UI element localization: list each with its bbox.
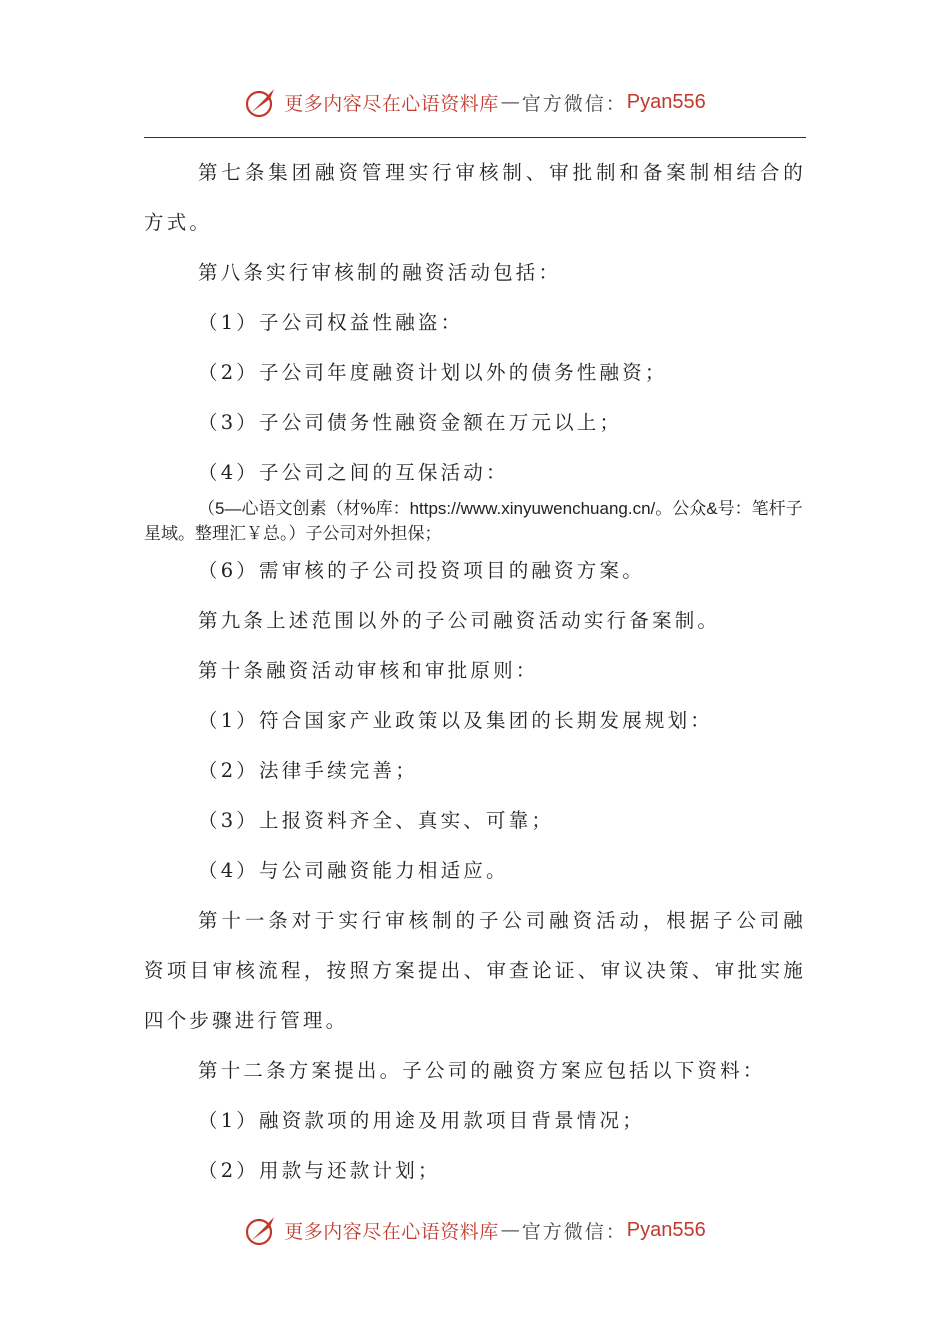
quill-logo-icon xyxy=(244,85,278,119)
article-8-item-3: （3）子公司债务性融资金额在万元以上； xyxy=(198,411,623,434)
footer-wechat-id: Pyan556 xyxy=(626,1218,706,1241)
article-8-item-4: （4）子公司之间的互保活动： xyxy=(198,461,509,484)
quill-logo-icon xyxy=(244,1213,278,1247)
document-body xyxy=(144,150,806,1196)
article-11: 第十一条对于实行审核制的子公司融资活动，根据子公司融资项目审核流程，按照方案提出、审查论证、审议决策、审批实施四个步骤进行管理。 xyxy=(144,909,806,1032)
footer-wechat-label: 官方微信： xyxy=(521,1220,627,1243)
article-12-item-1: （1）融资款项的用途及用款项目背景情况； xyxy=(198,1109,645,1132)
header-banner xyxy=(0,82,950,122)
article-12-item-2: （2）用款与还款计划； xyxy=(198,1159,441,1182)
header-wechat-label: 官方微信： xyxy=(521,92,627,115)
article-10-item-1: （1）符合国家产业政策以及集团的长期发展规划： xyxy=(198,709,714,732)
article-8-item-5: （5—心语文创素（材%库：https://www.xinyuwenchuang.cn/。公众&号：笔杆子星域。整理汇￥总。）子公司对外担保； xyxy=(144,499,803,543)
article-10: 第十条融资活动审核和审批原则： xyxy=(198,659,539,682)
article-7: 第七条集团融资管理实行审核制、审批制和备案制相结合的方式。 xyxy=(144,161,806,234)
article-12: 第十二条方案提出。子公司的融资方案应包括以下资料： xyxy=(198,1059,766,1082)
article-9: 第九条上述范围以外的子公司融资活动实行备案制。 xyxy=(198,609,721,632)
footer-banner xyxy=(0,1210,950,1250)
article-10-item-3: （3）上报资料齐全、真实、可靠； xyxy=(198,809,555,832)
header-divider xyxy=(144,137,806,138)
article-8-item-1: （1）子公司权益性融盗： xyxy=(198,311,464,334)
footer-separator: — xyxy=(500,1219,520,1241)
article-10-item-4: （4）与公司融资能力相适应。 xyxy=(198,859,509,882)
header-site-name: 更多内容尽在心语资料库 xyxy=(284,92,499,115)
article-8: 第八条实行审核制的融资活动包括： xyxy=(198,261,562,284)
header-wechat-id: Pyan556 xyxy=(626,90,706,113)
article-8-item-6: （6）需审核的子公司投资项目的融资方案。 xyxy=(198,559,645,582)
article-8-item-2: （2）子公司年度融资计划以外的债务性融资； xyxy=(198,361,668,384)
footer-site-name: 更多内容尽在心语资料库 xyxy=(284,1220,499,1243)
header-separator: — xyxy=(500,91,520,113)
article-10-item-2: （2）法律手续完善； xyxy=(198,759,418,782)
